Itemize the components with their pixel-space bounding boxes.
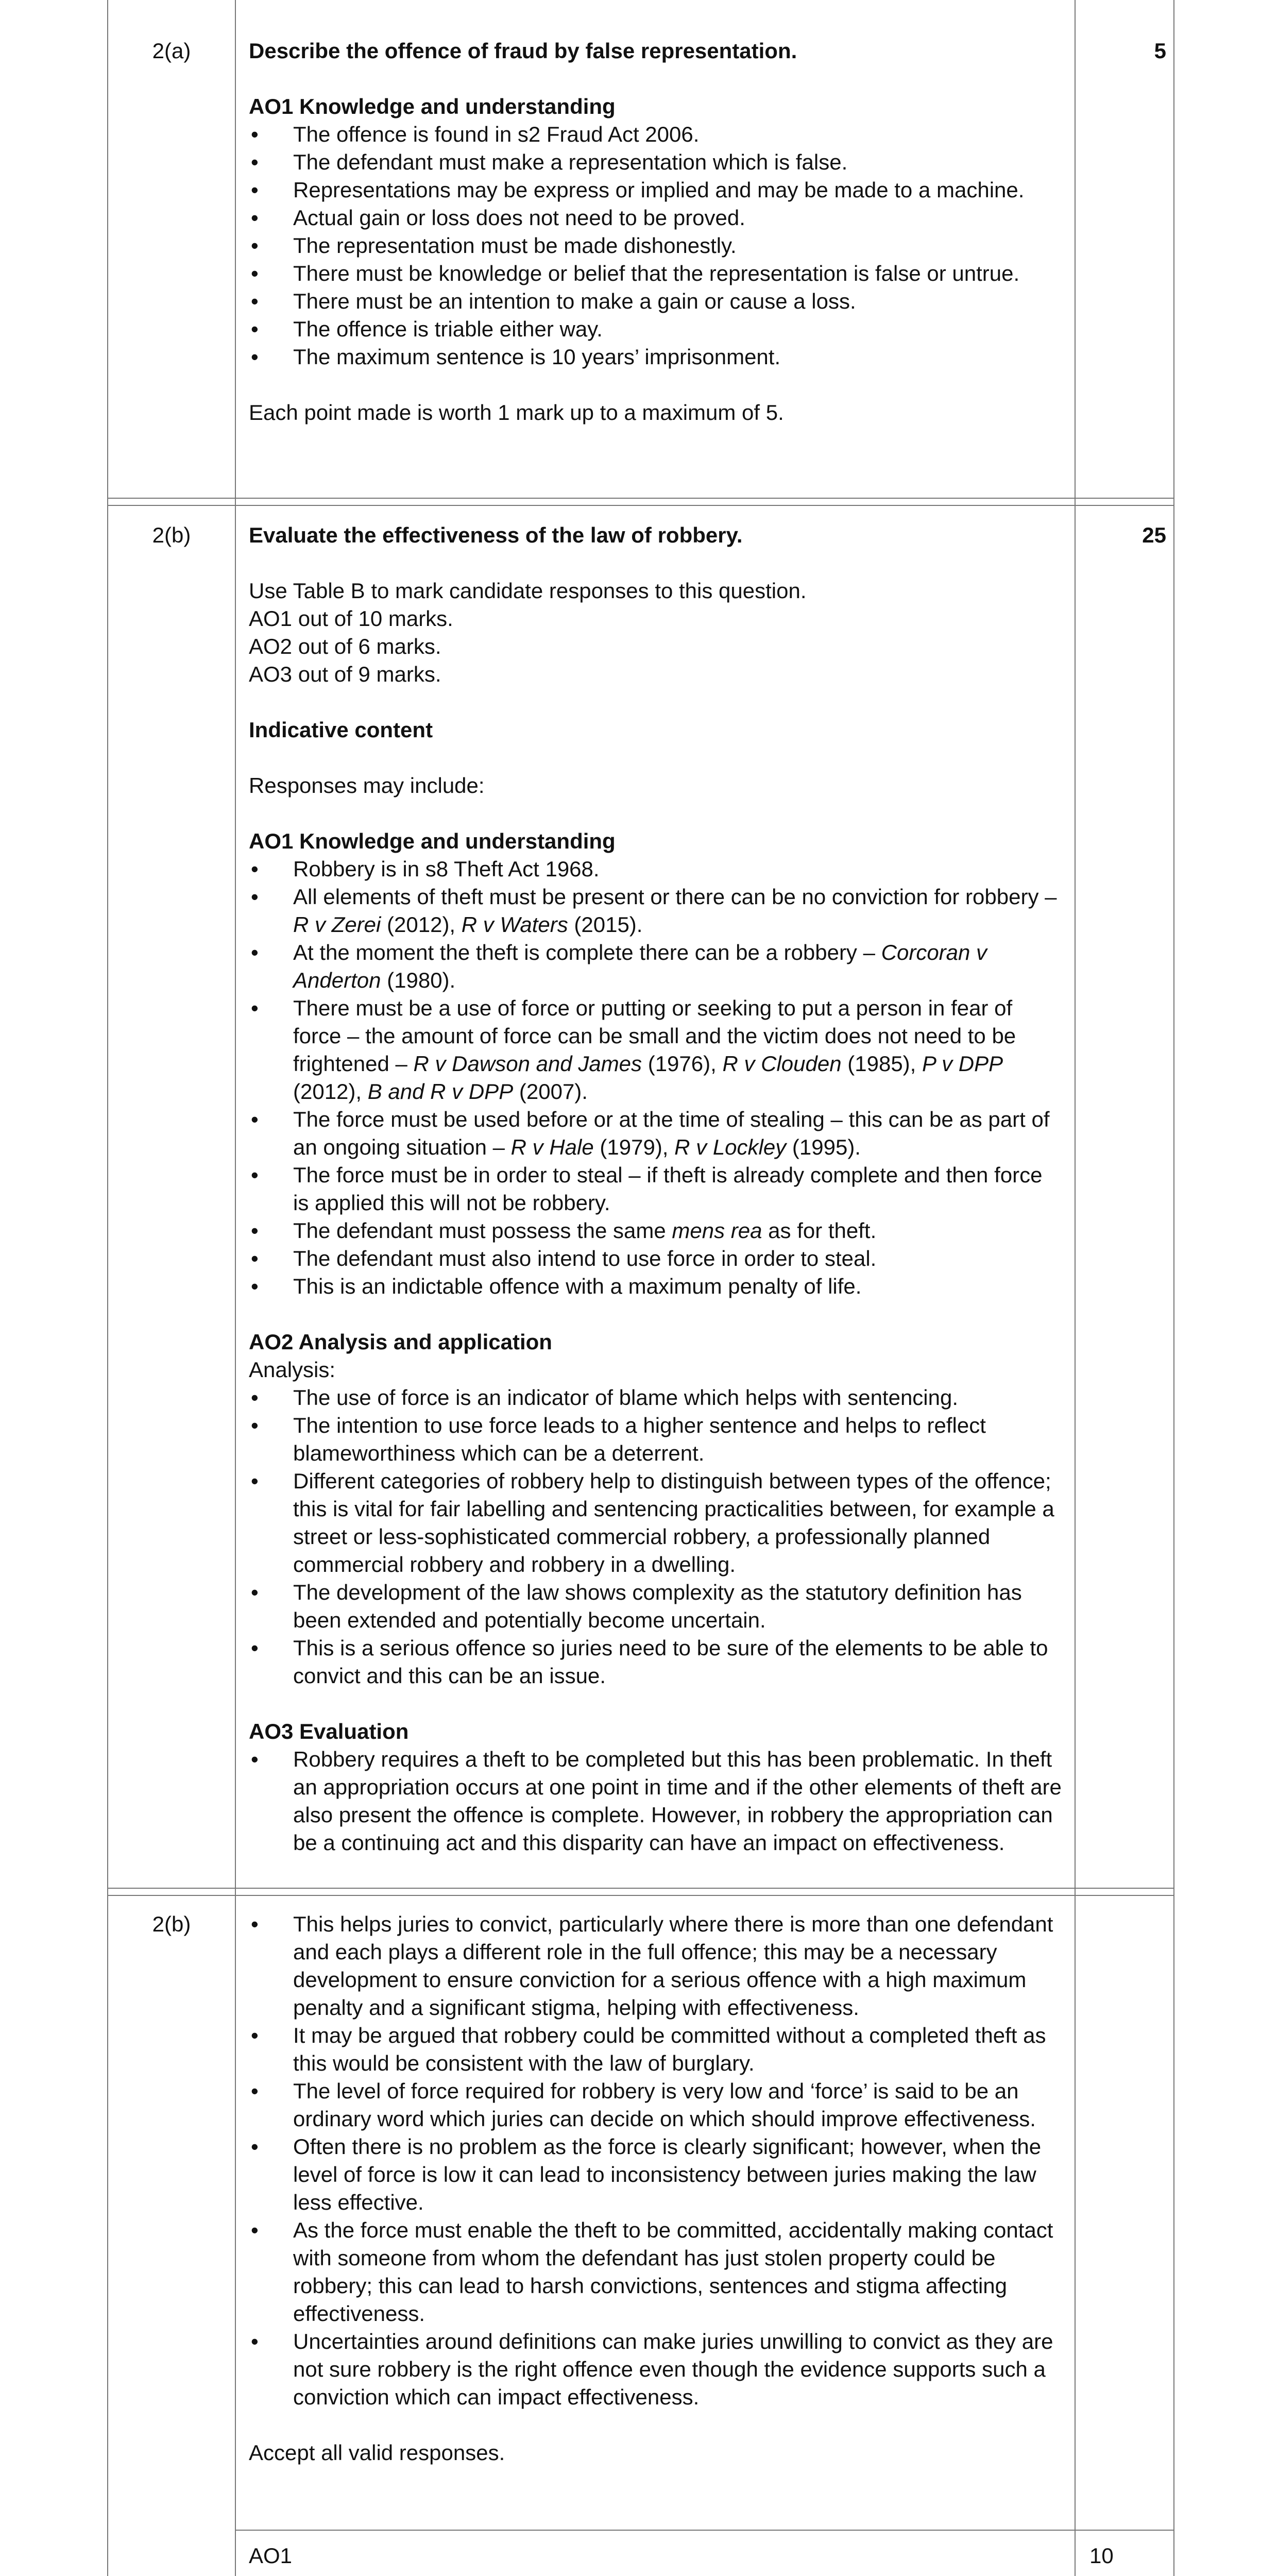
question-number-2b: 2(b) <box>152 523 191 547</box>
list-item: • It may be argued that robbery could be committed without a completed theft as this would be consistent with the law of burglary. <box>249 2022 1063 2077</box>
row-divider-2a-top <box>107 498 1174 499</box>
list-item: • The offence is found in s2 Fraud Act 2006. <box>249 121 1063 148</box>
responses-may-include: Responses may include: <box>249 773 485 798</box>
mark-allocation-note: Each point made is worth 1 mark up to a maximum of 5. <box>249 400 784 425</box>
list-item: • All elements of theft must be present or there can be no conviction for robbery – R v Zerei (2012), R v Waters (2015). <box>249 883 1063 939</box>
table-left-border <box>107 0 108 2576</box>
list-item: • The offence is triable either way. <box>249 315 1063 343</box>
list-item: • The level of force required for robbery is very low and ‘force’ is said to be an ordinary word which juries can decide on which should improve effectiveness. <box>249 2077 1063 2133</box>
ao2-heading: AO2 Analysis and application <box>249 1330 552 1354</box>
list-item: • The defendant must possess the same mens rea as for theft. <box>249 1217 1063 1245</box>
list-item: • This helps juries to convict, particularly where there is more than one defendant and each plays a different role in the full offence; this may be a necessary development to ensure conviction for a serious offence with a high maximum penalty and a significant stigma, helping with effectiveness. <box>249 1910 1063 2022</box>
ao2-subheading: Analysis: <box>249 1358 336 1382</box>
list-item: • This is an indictable offence with a maximum penalty of life. <box>249 1273 1063 1300</box>
marks-2b: 25 <box>1142 523 1166 547</box>
list-item: • The representation must be made dishonestly. <box>249 232 1063 260</box>
list-item: • There must be a use of force or putting or seeking to put a person in fear of force – the amount of force can be small and the victim does not need to be frightened – R v Dawson and James (1976), R v Clouden (1985), P v DPP (2012), B and R v DPP (2007). <box>249 994 1063 1106</box>
list-item: • There must be an intention to make a gain or cause a loss. <box>249 287 1063 315</box>
marks-2a: 5 <box>1154 39 1166 63</box>
answer-block-2b-continued <box>249 1910 1063 2467</box>
ao-value-ao1: 10 <box>1089 2544 1114 2568</box>
list-item: • Robbery requires a theft to be completed but this has been problematic. In theft an appropriation occurs at one point in time and if the other elements of theft are also present the offence is complete. However, in robbery the appropriation can be a continuing act and this disparity can have an impact on effectiveness. <box>249 1745 1063 1857</box>
ao3-list-continued <box>249 1910 1063 2411</box>
list-item: • The development of the law shows complexity as the statutory definition has been extended and potentially become uncertain. <box>249 1579 1063 1634</box>
ao1-heading-2a: AO1 Knowledge and understanding <box>249 94 616 118</box>
ao3-heading: AO3 Evaluation <box>249 1719 409 1743</box>
list-item: • The force must be used before or at the time of stealing – this can be as part of an ongoing situation – R v Hale (1979), R v Lockley (1995). <box>249 1106 1063 1161</box>
list-item: • The intention to use force leads to a higher sentence and helps to reflect blameworthiness which can be a deterrent. <box>249 1412 1063 1467</box>
list-item: • Different categories of robbery help to distinguish between types of the offence; this is vital for fair labelling and sentencing practicalities between, for example a street or less-sophisticated commercial robbery, a professionally planned commercial robbery and robbery in a dwelling. <box>249 1467 1063 1579</box>
intro-line: AO1 out of 10 marks. <box>249 606 453 631</box>
list-item: • Actual gain or loss does not need to be proved. <box>249 204 1063 232</box>
answer-block-2b <box>249 521 1063 1857</box>
intro-line: Use Table B to mark candidate responses to this question. <box>249 579 807 603</box>
list-item: • This is a serious offence so juries need to be sure of the elements to be able to convict and this can be an issue. <box>249 1634 1063 1690</box>
intro-line: AO3 out of 9 marks. <box>249 662 441 686</box>
list-item: • Representations may be express or implied and may be made to a machine. <box>249 176 1063 204</box>
question-number-2b-continued: 2(b) <box>152 1912 191 1936</box>
question-number-2a: 2(a) <box>152 39 191 63</box>
ao3-list <box>249 1745 1063 1857</box>
ao2-list <box>249 1384 1063 1690</box>
list-item: • There must be knowledge or belief that the representation is false or untrue. <box>249 260 1063 287</box>
row-divider-2b-top <box>107 1888 1174 1889</box>
list-item: • The defendant must also intend to use force in order to steal. <box>249 1245 1063 1273</box>
list-item: • Robbery is in s8 Theft Act 1968. <box>249 855 1063 883</box>
list-item: • The defendant must make a representation which is false. <box>249 148 1063 176</box>
ao1-heading-2b: AO1 Knowledge and understanding <box>249 829 616 853</box>
list-item: • Often there is no problem as the force is clearly significant; however, when the level of force is low it can lead to inconsistency between juries making the law less effective. <box>249 2133 1063 2216</box>
row-divider-2a-bottom <box>107 505 1174 506</box>
table-column-divider <box>235 0 236 2576</box>
question-text-2a: Describe the offence of fraud by false representation. <box>249 39 797 63</box>
question-text-2b: Evaluate the effectiveness of the law of robbery. <box>249 523 743 547</box>
table-right-border <box>1173 0 1174 2576</box>
ao-table-line-1 <box>235 2530 1174 2531</box>
list-item: • As the force must enable the theft to be committed, accidentally making contact with someone from whom the defendant has just stolen property could be robbery; this can lead to harsh convictions, sentences and stigma affecting effectiveness. <box>249 2216 1063 2328</box>
list-item: • The use of force is an indicator of blame which helps with sentencing. <box>249 1384 1063 1412</box>
list-item: • The force must be in order to steal – if theft is already complete and then force is applied this will not be robbery. <box>249 1161 1063 1217</box>
ao1-list-2a <box>249 121 1063 371</box>
intro-line: AO2 out of 6 marks. <box>249 634 441 658</box>
row-divider-2b-bottom <box>107 1895 1174 1896</box>
accept-valid-responses: Accept all valid responses. <box>249 2441 505 2465</box>
list-item: • The maximum sentence is 10 years’ imprisonment. <box>249 343 1063 371</box>
list-item: • Uncertainties around definitions can make juries unwilling to convict as they are not sure robbery is the right offence even though the evidence supports such a conviction which can impact effectiveness. <box>249 2328 1063 2411</box>
list-item: • At the moment the theft is complete there can be a robbery – Corcoran v Anderton (1980). <box>249 939 1063 994</box>
table-marks-divider <box>1075 0 1076 2576</box>
indicative-content-heading: Indicative content <box>249 718 433 742</box>
answer-block-2a <box>249 37 1063 427</box>
ao1-list-2b <box>249 855 1063 1300</box>
ao-label-ao1: AO1 <box>249 2544 293 2568</box>
